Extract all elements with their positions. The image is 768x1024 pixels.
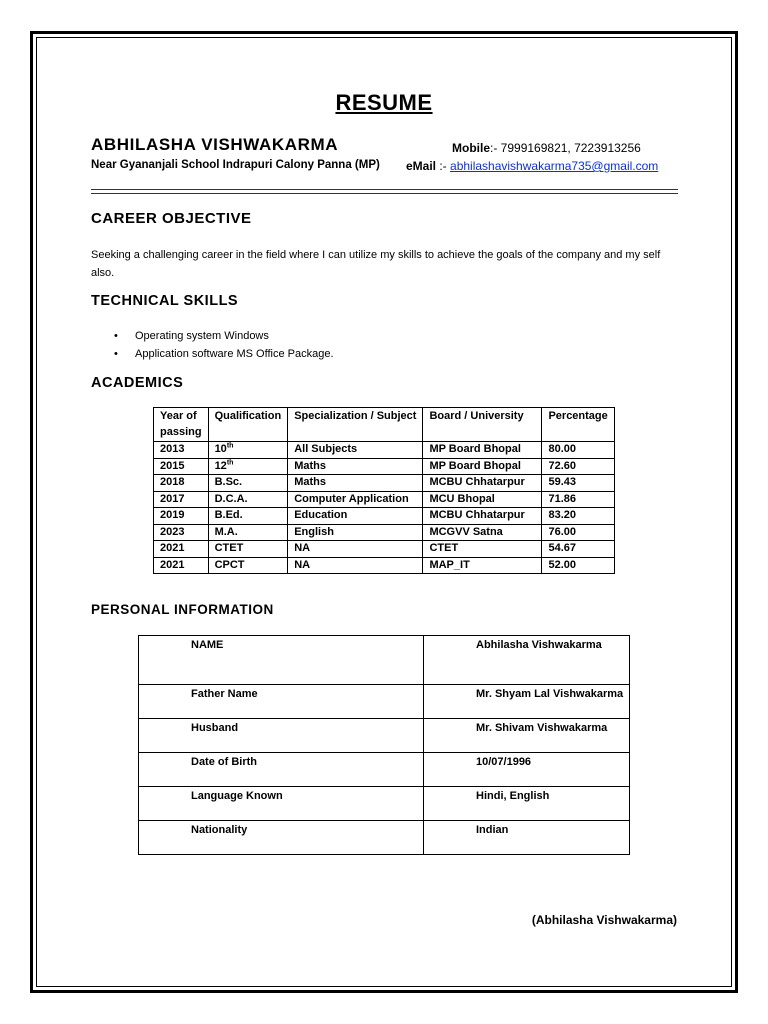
skill-item <box>114 327 334 345</box>
email-label: eMail <box>406 159 437 173</box>
personal-label: Husband <box>139 719 424 753</box>
cell-year: 2018 <box>154 475 209 492</box>
qualification-text: M.A. <box>214 525 238 538</box>
cell-year: 2019 <box>154 508 209 525</box>
table-row <box>154 541 615 558</box>
cell-qualification <box>208 541 288 558</box>
table-row <box>154 491 615 508</box>
cell-year: 2021 <box>154 541 209 558</box>
cell-percentage: 52.00 <box>542 557 614 574</box>
candidate-name: ABHILASHA VISHWAKARMA <box>91 135 339 154</box>
mobile-separator: :- <box>490 141 501 155</box>
cell-subject: Maths <box>288 475 423 492</box>
col-qualification-header: Qualification <box>208 408 288 442</box>
table-row <box>154 557 615 574</box>
academics-header-row <box>154 408 615 442</box>
qualification-text: D.C.A. <box>214 492 248 505</box>
academics-heading: ACADEMICS <box>91 375 184 391</box>
cell-subject: Computer Application <box>288 491 423 508</box>
email-link[interactable]: abhilashavishwakarma735@gmail.com <box>450 159 659 173</box>
qualification-text: B.Ed. <box>214 509 243 521</box>
qualification-suffix: th <box>226 442 234 450</box>
cell-board: MCGVV Satna <box>423 524 542 541</box>
cell-subject: Education <box>288 508 423 525</box>
mobile-line <box>452 141 641 155</box>
career-objective-heading: CAREER OBJECTIVE <box>91 210 252 227</box>
cell-qualification <box>208 442 288 459</box>
table-row <box>139 685 630 719</box>
cell-board: CTET <box>423 541 542 558</box>
personal-info-heading: PERSONAL INFORMATION <box>91 602 274 617</box>
qualification-text: CTET <box>214 542 244 554</box>
skill-text: Application software MS Office Package. <box>135 348 334 360</box>
cell-percentage: 76.00 <box>542 524 614 541</box>
cell-percentage: 83.20 <box>542 508 614 525</box>
cell-year: 2023 <box>154 524 209 541</box>
signature: (Abhilasha Vishwakarma) <box>531 913 677 927</box>
cell-year: 2013 <box>154 442 209 459</box>
cell-percentage: 54.67 <box>542 541 614 558</box>
cell-subject: Maths <box>288 458 423 475</box>
cell-percentage: 59.43 <box>542 475 614 492</box>
table-row <box>139 821 630 855</box>
table-row <box>154 524 615 541</box>
skill-item <box>114 345 334 363</box>
bullet-icon: • <box>114 330 118 342</box>
cell-percentage: 80.00 <box>542 442 614 459</box>
email-line <box>406 159 658 173</box>
skill-text: Operating system Windows <box>135 330 269 342</box>
col-year-header: Year of passing <box>154 408 209 442</box>
technical-skills-heading: TECHNICAL SKILLS <box>91 293 239 309</box>
cell-qualification <box>208 508 288 525</box>
cell-board: MCBU Chhatarpur <box>423 475 542 492</box>
table-row <box>154 442 615 459</box>
table-row <box>139 787 630 821</box>
candidate-address: Near Gyananjali School Indrapuri Calony Panna (MP) <box>91 159 380 171</box>
qualification-text: B.Sc. <box>214 476 243 488</box>
mobile-label: Mobile <box>452 141 490 155</box>
table-row <box>154 475 615 492</box>
personal-value: 10/07/1996 <box>424 753 630 787</box>
personal-label: Date of Birth <box>139 753 424 787</box>
cell-qualification <box>208 557 288 574</box>
personal-info-table <box>138 635 630 855</box>
cell-qualification <box>208 458 288 475</box>
table-row <box>154 508 615 525</box>
table-row <box>139 719 630 753</box>
personal-label: Language Known <box>139 787 424 821</box>
bullet-icon: • <box>114 348 118 360</box>
cell-year: 2021 <box>154 557 209 574</box>
personal-label: NAME <box>139 636 424 685</box>
table-row <box>139 636 630 685</box>
mobile-value: 7999169821, 7223913256 <box>500 141 641 155</box>
cell-percentage: 71.86 <box>542 491 614 508</box>
cell-subject: All Subjects <box>288 442 423 459</box>
header-divider-top <box>91 189 678 190</box>
skills-list <box>114 327 334 363</box>
table-row <box>154 458 615 475</box>
resume-title: RESUME <box>335 90 433 115</box>
qualification-text: CPCT <box>214 558 245 571</box>
cell-qualification <box>208 475 288 492</box>
table-row <box>139 753 630 787</box>
qualification-text: 10 <box>214 443 227 455</box>
col-percentage-header: Percentage <box>542 408 614 442</box>
personal-value: Hindi, English <box>424 787 630 821</box>
cell-subject: NA <box>288 541 423 558</box>
cell-percentage: 72.60 <box>542 458 614 475</box>
qualification-suffix: th <box>226 458 234 466</box>
personal-value: Mr. Shivam Vishwakarma <box>424 719 630 753</box>
col-subject-header: Specialization / Subject <box>288 408 423 442</box>
cell-board: MAP_IT <box>423 557 542 574</box>
academics-table <box>153 407 615 574</box>
cell-board: MP Board Bhopal <box>423 458 542 475</box>
cell-board: MP Board Bhopal <box>423 442 542 459</box>
personal-value: Mr. Shyam Lal Vishwakarma <box>424 685 630 719</box>
cell-board: MCBU Chhatarpur <box>423 508 542 525</box>
cell-subject: English <box>288 524 423 541</box>
personal-value: Abhilasha Vishwakarma <box>424 636 630 685</box>
personal-label: Nationality <box>139 821 424 855</box>
cell-board: MCU Bhopal <box>423 491 542 508</box>
cell-year: 2017 <box>154 491 209 508</box>
personal-value: Indian <box>424 821 630 855</box>
qualification-text: 12 <box>214 459 227 472</box>
cell-subject: NA <box>288 557 423 574</box>
career-objective-text: Seeking a challenging career in the field where I can utilize my skills to achieve the goals of the company and my self also. <box>91 249 661 279</box>
cell-qualification <box>208 524 288 541</box>
cell-qualification <box>208 491 288 508</box>
email-separator: :- <box>436 159 451 173</box>
header-divider-bottom <box>91 193 678 194</box>
col-board-header: Board / University <box>423 408 542 442</box>
cell-year: 2015 <box>154 458 209 475</box>
personal-label: Father Name <box>139 685 424 719</box>
